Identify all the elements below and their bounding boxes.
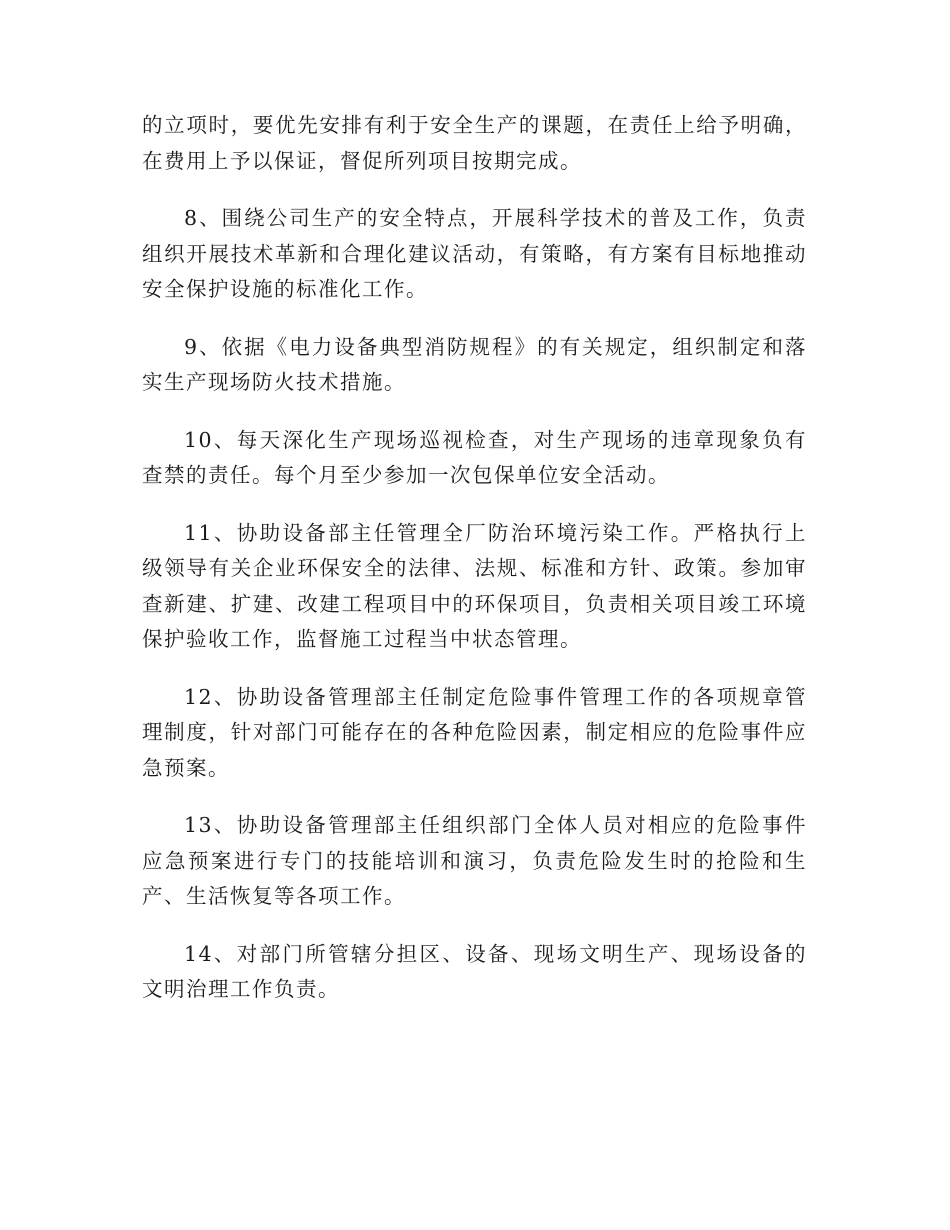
paragraph-item-12: 12、协助设备管理部主任制定危险事件管理工作的各项规章管理制度，针对部门可能存在的各种危险因素，制定相应的危险事件应急预案。 <box>142 684 807 780</box>
paragraph-item-9: 9、依据《电力设备典型消防规程》的有关规定，组织制定和落实生产现场防火技术措施。 <box>142 334 807 394</box>
paragraph-item-10: 10、每天深化生产现场巡视检查，对生产现场的违章现象负有查禁的责任。每个月至少参加一次包保单位安全活动。 <box>142 427 807 487</box>
paragraph-item-11: 11、协助设备部主任管理全厂防治环境污染工作。严格执行上级领导有关企业环保安全的法律、法规、标准和方针、政策。参加审查新建、扩建、改建工程项目中的环保项目，负责相关项目竣工环境保护验收工作，监督施工过程当中状态管理。 <box>142 520 807 651</box>
paragraph-item-14: 14、对部门所管辖分担区、设备、现场文明生产、现场设备的文明治理工作负责。 <box>142 941 807 1001</box>
paragraph-item-13: 13、协助设备管理部主任组织部门全体人员对相应的危险事件应急预案进行专门的技能培训和演习，负责危险发生时的抢险和生产、生活恢复等各项工作。 <box>142 813 807 908</box>
paragraph-item-8: 8、围绕公司生产的安全特点，开展科学技术的普及工作，负责组织开展技术革新和合理化建议活动，有策略，有方案有目标地推动安全保护设施的标准化工作。 <box>142 206 807 301</box>
paragraph-continuation: 的立项时，要优先安排有利于安全生产的课题，在责任上给予明确，在费用上予以保证，督促所列项目按期完成。 <box>142 113 807 173</box>
document-body <box>142 108 807 1030</box>
